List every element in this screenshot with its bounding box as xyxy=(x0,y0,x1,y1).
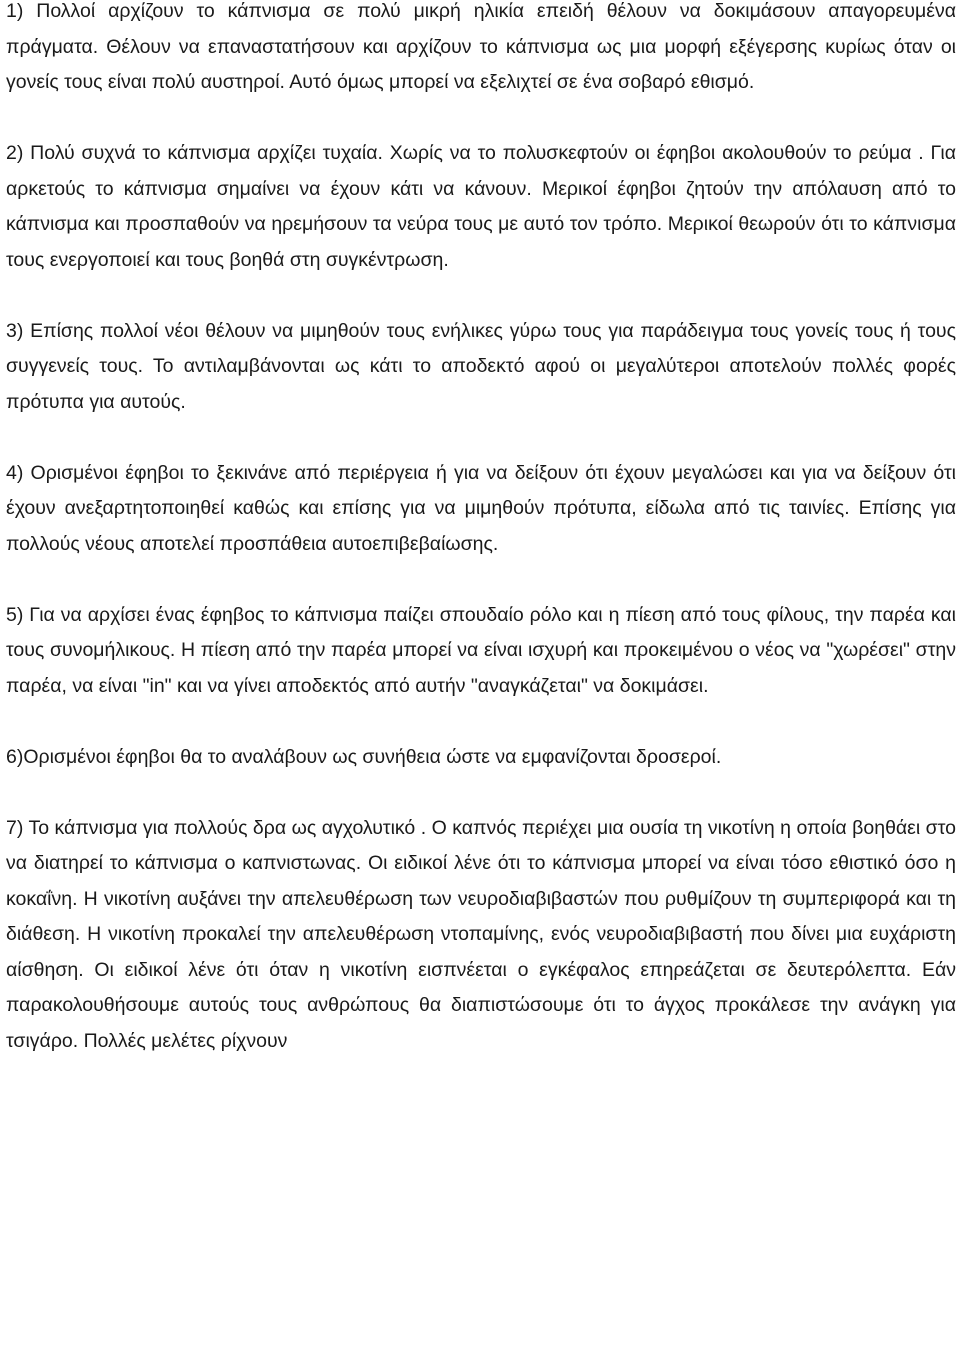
paragraph-7: 7) Το κάπνισμα για πολλούς δρα ως αγχολυτικό . Ο καπνός περιέχει μια ουσία τη νικοτίνη η οποία βοηθάει στο να διατηρεί το κάπνισμα ο καπνιστωνας. Οι ειδικοί λένε ότι το κάπνισμα μπορεί να είναι τόσο εθιστικό όσο η κοκαΐνη. Η νικοτίνη αυξάνει την απελευθέρωση των νευροδιαβιβαστών που ρυθμίζουν τη συμπεριφορά και τη διάθεση. Η νικοτίνη προκαλεί την απελευθέρωση ντοπαμίνης, ενός νευροδιαβιβαστή που δίνει μια ευχάριστη αίσθηση. Οι ειδικοί λένε ότι όταν η νικοτίνη εισπνέεται ο εγκέφαλος επηρεάζεται σε δευτερόλεπτα. Εάν παρακολουθήσουμε αυτούς τους ανθρώπους θα διαπιστώσουμε ότι το άγχος προκάλεσε την ανάγκη για τσιγάρο. Πολλές μελέτες ρίχνουν xyxy=(6,816,956,1052)
paragraph-3: 3) Επίσης πολλοί νέοι θέλουν να μιμηθούν τους ενήλικες γύρω τους για παράδειγμα τους γονείς τους ή τους συγγενείς τους. Το αντιλαμβάνονται ως κάτι το αποδεκτό αφού οι μεγαλύτεροι αποτελούν πολλές φορές πρότυπα για αυτούς. xyxy=(6,319,956,413)
document-page xyxy=(6,0,956,1095)
paragraph-2: 2) Πολύ συχνά το κάπνισμα αρχίζει τυχαία. Χωρίς να το πολυσκεφτούν οι έφηβοι ακολουθούν το ρεύμα . Για αρκετούς το κάπνισμα σημαίνει να έχουν κάτι να κάνουν. Μερικοί έφηβοι ζητούν την απόλαυση από το κάπνισμα και προσπαθούν να ηρεμήσουν τα νεύρα τους με αυτό τον τρόπο. Μερικοί θεωρούν ότι το κάπνισμα τους ενεργοποιεί και τους βοηθά στη συγκέντρωση. xyxy=(6,142,956,271)
paragraph-5: 5) Για να αρχίσει ένας έφηβος το κάπνισμα παίζει σπουδαίο ρόλο και η πίεση από τους φίλους, την παρέα και τους συνομήλικους. Η πίεση από την παρέα μπορεί να είναι ισχυρή και προκειμένου ο νέος να "χωρέσει" στην παρέα, να είναι "in" και να γίνει αποδεκτός από αυτήν "αναγκάζεται" να δοκιμάσει. xyxy=(6,603,956,697)
paragraph-4: 4) Ορισμένοι έφηβοι το ξεκινάνε από περιέργεια ή για να δείξουν ότι έχουν μεγαλώσει και για να δείξουν ότι έχουν ανεξαρτητοποιηθεί καθώς και επίσης για να μιμηθούν πρότυπα, είδωλα από τις ταινίες. Επίσης για πολλούς νέους αποτελεί προσπάθεια αυτοεπιβεβαίωσης. xyxy=(6,461,956,555)
paragraph-6: 6)Ορισμένοι έφηβοι θα το αναλάβουν ως συνήθεια ώστε να εμφανίζονται δροσεροί. xyxy=(6,745,722,768)
paragraph-1: 1) Πολλοί αρχίζουν το κάπνισμα σε πολύ μικρή ηλικία επειδή θέλουν να δοκιμάσουν απαγορευμένα πράγματα. Θέλουν να επαναστατήσουν και αρχίζουν το κάπνισμα ως μια μορφή εξέγερσης κυρίως όταν οι γονείς τους είναι πολύ αυστηροί. Αυτό όμως μπορεί να εξελιχτεί σε ένα σοβαρό εθισμό. xyxy=(6,0,956,93)
